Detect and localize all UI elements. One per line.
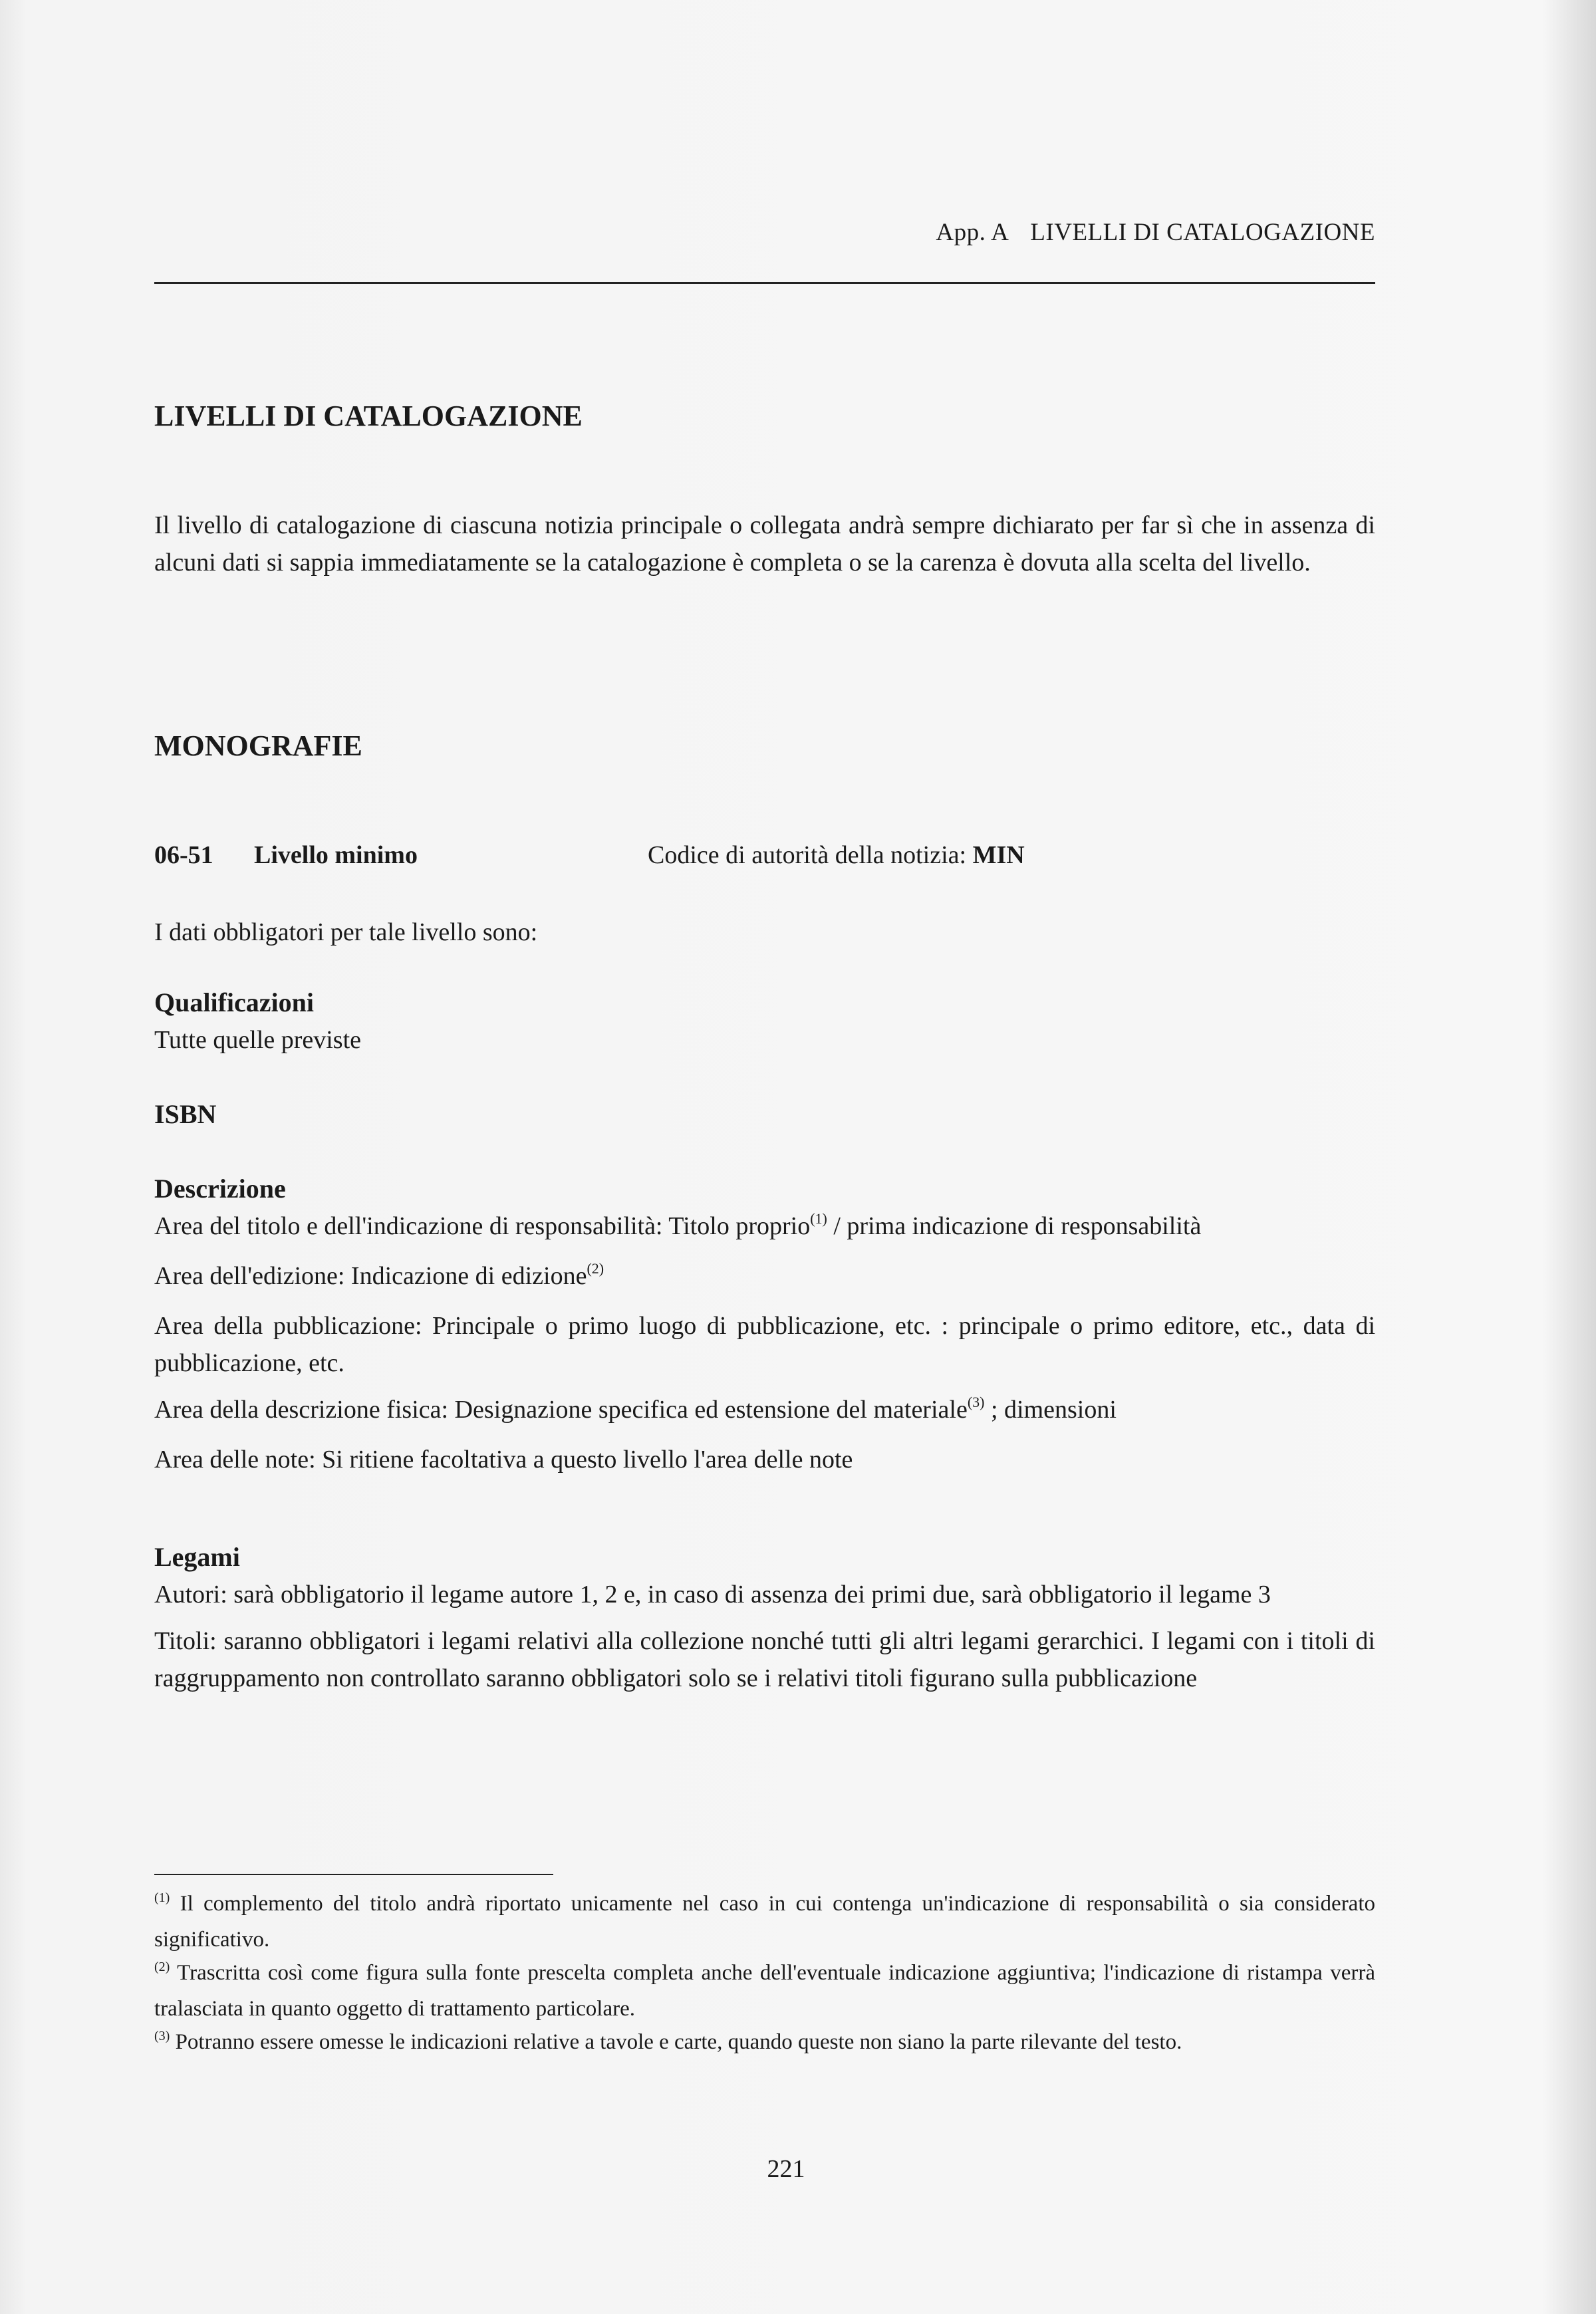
footnote-rule <box>154 1874 553 1875</box>
page-number: 221 <box>767 2155 805 2183</box>
qualificazioni-heading: Qualificazioni <box>154 987 314 1017</box>
footnotes <box>154 1887 1375 2061</box>
isbn-heading: ISBN <box>154 1099 217 1129</box>
header-title: LIVELLI DI CATALOGAZIONE <box>1030 219 1375 246</box>
level-row <box>154 840 1375 870</box>
footnote-ref: (3) <box>967 1394 985 1410</box>
descrizione-item: Area della pubblicazione: Principale o primo luogo di pubblicazione, etc. : principale o primo editore, etc., data di pubblicazione, etc. <box>154 1312 1375 1377</box>
legami-item: Autori: sarà obbligatorio il legame autore 1, 2 e, in caso di assenza dei primi due, sarà obbligatorio il legame 3 <box>154 1581 1271 1608</box>
intro-paragraph: Il livello di catalogazione di ciascuna notizia principale o collegata andrà sempre dichiarato per far sì che in assenza di alcuni dati si sappia immediatamente se la catalogazione è completa o se la carenza è dovuta alla scelta del livello. <box>154 511 1375 577</box>
footnote: $^{(3)}$ Potranno essere omesse le indicazioni relative a tavole e carte, quando queste non siano la parte rilevante del testo. <box>154 2029 1182 2054</box>
legami-block <box>154 1539 1375 1697</box>
page-title: LIVELLI DI CATALOGAZIONE <box>154 400 583 432</box>
running-header <box>936 218 1375 247</box>
descrizione-item: Area della descrizione fisica: Designazione specifica ed estensione del materiale$^{(3)}$ ; dimensioni <box>154 1394 1117 1424</box>
qualificazioni-block <box>154 984 1375 1059</box>
footnote-mark: (2) <box>154 1960 170 1974</box>
footnote-mark: (1) <box>154 1890 170 1905</box>
footnote-ref: (2) <box>587 1260 604 1277</box>
qualificazioni-text: Tutte quelle previste <box>154 1026 361 1054</box>
authority-value: MIN <box>972 841 1025 869</box>
descrizione-item: Area delle note: Si ritiene facoltativa a questo livello l'area delle note <box>154 1446 853 1474</box>
descrizione-heading: Descrizione <box>154 1174 286 1204</box>
footnote: $^{(2)}$ Trascritta così come figura sulla fonte prescelta completa anche dell'eventuale indicazione aggiuntiva; l'indicazione di ristampa verrà tralasciata in quanto oggetto di trattamento particolare. <box>154 1960 1375 2021</box>
header-rule <box>154 282 1375 284</box>
footnote: $^{(1)}$ Il complemento del titolo andrà riportato unicamente nel caso in cui contenga un'indicazione di responsabilità o sia considerato significativo. <box>154 1890 1375 1952</box>
descrizione-item: Area del titolo e dell'indicazione di responsabilità: Titolo proprio$^{(1)}$ / prima indicazione di responsabilità <box>154 1210 1202 1240</box>
legami-item: Titoli: saranno obbligatori i legami relativi alla collezione nonché tutti gli altri legami gerarchici. I legami con i titoli di raggruppamento non controllato saranno obbligatori solo se i relativi titoli figurano sulla pubblicazione <box>154 1627 1375 1692</box>
legami-heading: Legami <box>154 1542 240 1572</box>
mandatory-intro: I dati obbligatori per tale livello sono: <box>154 918 538 946</box>
footnote-mark: (3) <box>154 2029 170 2043</box>
level-name: Livello minimo <box>254 841 418 869</box>
authority-label: Codice di autorità della notizia: <box>648 841 967 869</box>
descrizione-item: Area dell'edizione: Indicazione di edizione$^{(2)}$ <box>154 1260 604 1290</box>
section-heading: MONOGRAFIE <box>154 729 362 762</box>
footnote-ref: (1) <box>810 1210 827 1227</box>
header-appendix: App. A <box>936 219 1009 246</box>
level-code: 06-51 <box>154 841 213 869</box>
authority-code <box>648 840 1025 870</box>
descrizione-block <box>154 1170 1375 1478</box>
